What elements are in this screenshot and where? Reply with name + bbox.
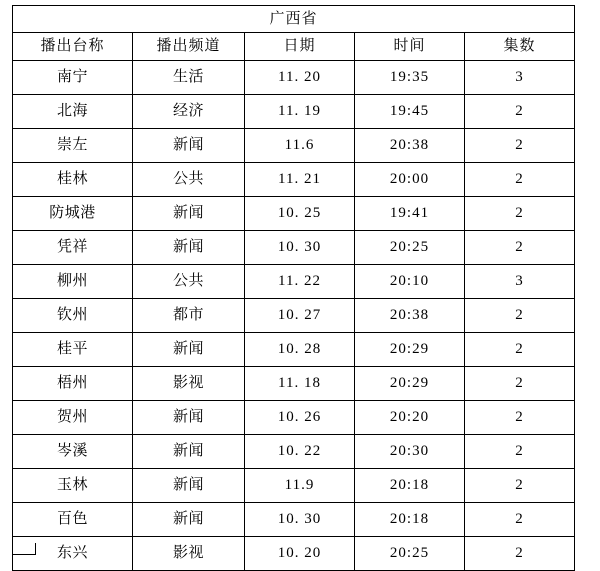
cell-channel: 生活 [133, 61, 245, 95]
cell-time: 20:20 [355, 401, 465, 435]
cell-station: 防城港 [13, 197, 133, 231]
cell-episodes: 2 [465, 163, 575, 197]
cell-channel: 公共 [133, 163, 245, 197]
cell-time: 20:38 [355, 129, 465, 163]
column-header-channel: 播出频道 [133, 33, 245, 61]
cell-station: 钦州 [13, 299, 133, 333]
table-title-row [13, 6, 575, 33]
cell-date: 11.9 [245, 469, 355, 503]
cell-episodes: 2 [465, 333, 575, 367]
column-header-date: 日期 [245, 33, 355, 61]
cell-episodes: 2 [465, 503, 575, 537]
cell-channel: 经济 [133, 95, 245, 129]
cell-time: 20:29 [355, 333, 465, 367]
cell-date: 11. 18 [245, 367, 355, 401]
cell-station: 凭祥 [13, 231, 133, 265]
cell-time: 20:18 [355, 503, 465, 537]
cell-channel: 新闻 [133, 231, 245, 265]
cell-date: 10. 30 [245, 231, 355, 265]
cell-station: 岑溪 [13, 435, 133, 469]
cell-channel: 新闻 [133, 401, 245, 435]
cell-episodes: 2 [465, 401, 575, 435]
cell-station: 梧州 [13, 367, 133, 401]
table-row [13, 231, 575, 265]
table-row [13, 435, 575, 469]
cell-episodes: 2 [465, 231, 575, 265]
cell-date: 10. 30 [245, 503, 355, 537]
cell-station: 北海 [13, 95, 133, 129]
cell-episodes: 2 [465, 435, 575, 469]
column-header-time: 时间 [355, 33, 465, 61]
cell-channel: 新闻 [133, 197, 245, 231]
table-row [13, 197, 575, 231]
table-row [13, 95, 575, 129]
cell-episodes: 2 [465, 537, 575, 571]
cell-time: 20:18 [355, 469, 465, 503]
cell-time: 20:30 [355, 435, 465, 469]
cell-time: 20:29 [355, 367, 465, 401]
cell-channel: 都市 [133, 299, 245, 333]
cell-episodes: 2 [465, 95, 575, 129]
cell-channel: 影视 [133, 537, 245, 571]
cell-station: 贺州 [13, 401, 133, 435]
cell-time: 19:45 [355, 95, 465, 129]
cell-station: 南宁 [13, 61, 133, 95]
table-row [13, 469, 575, 503]
cell-station: 柳州 [13, 265, 133, 299]
cell-channel: 新闻 [133, 435, 245, 469]
table-row [13, 401, 575, 435]
cell-station: 桂平 [13, 333, 133, 367]
cell-date: 10. 26 [245, 401, 355, 435]
cell-time: 19:41 [355, 197, 465, 231]
table-header-row [13, 33, 575, 61]
table-row [13, 333, 575, 367]
cell-episodes: 2 [465, 469, 575, 503]
cell-channel: 新闻 [133, 129, 245, 163]
cell-time: 19:35 [355, 61, 465, 95]
table-row [13, 129, 575, 163]
cell-channel: 影视 [133, 367, 245, 401]
cell-station: 崇左 [13, 129, 133, 163]
cell-station: 玉林 [13, 469, 133, 503]
cell-episodes: 2 [465, 299, 575, 333]
cell-episodes: 3 [465, 265, 575, 299]
cell-date: 11. 19 [245, 95, 355, 129]
cell-date: 10. 25 [245, 197, 355, 231]
table-title: 广西省 [13, 6, 575, 33]
cell-episodes: 2 [465, 129, 575, 163]
column-header-station: 播出台称 [13, 33, 133, 61]
broadcast-schedule-table [12, 5, 575, 571]
cell-time: 20:00 [355, 163, 465, 197]
cell-channel: 公共 [133, 265, 245, 299]
column-header-episodes: 集数 [465, 33, 575, 61]
cell-station: 桂林 [13, 163, 133, 197]
cell-date: 11.6 [245, 129, 355, 163]
cell-date: 10. 20 [245, 537, 355, 571]
table-row [13, 299, 575, 333]
cell-episodes: 2 [465, 197, 575, 231]
table-row [13, 265, 575, 299]
cell-date: 10. 27 [245, 299, 355, 333]
cell-episodes: 2 [465, 367, 575, 401]
table-footer-stub [12, 543, 36, 555]
table-row [13, 537, 575, 571]
cell-date: 10. 28 [245, 333, 355, 367]
table-row [13, 61, 575, 95]
cell-channel: 新闻 [133, 469, 245, 503]
table-row [13, 503, 575, 537]
table-row [13, 367, 575, 401]
cell-time: 20:10 [355, 265, 465, 299]
cell-episodes: 3 [465, 61, 575, 95]
cell-date: 10. 22 [245, 435, 355, 469]
cell-channel: 新闻 [133, 333, 245, 367]
cell-time: 20:38 [355, 299, 465, 333]
cell-channel: 新闻 [133, 503, 245, 537]
cell-station: 百色 [13, 503, 133, 537]
cell-date: 11. 20 [245, 61, 355, 95]
cell-date: 11. 21 [245, 163, 355, 197]
table-row [13, 163, 575, 197]
cell-station: 东兴 [13, 537, 133, 571]
cell-time: 20:25 [355, 231, 465, 265]
cell-date: 11. 22 [245, 265, 355, 299]
cell-time: 20:25 [355, 537, 465, 571]
table-body [13, 6, 575, 571]
